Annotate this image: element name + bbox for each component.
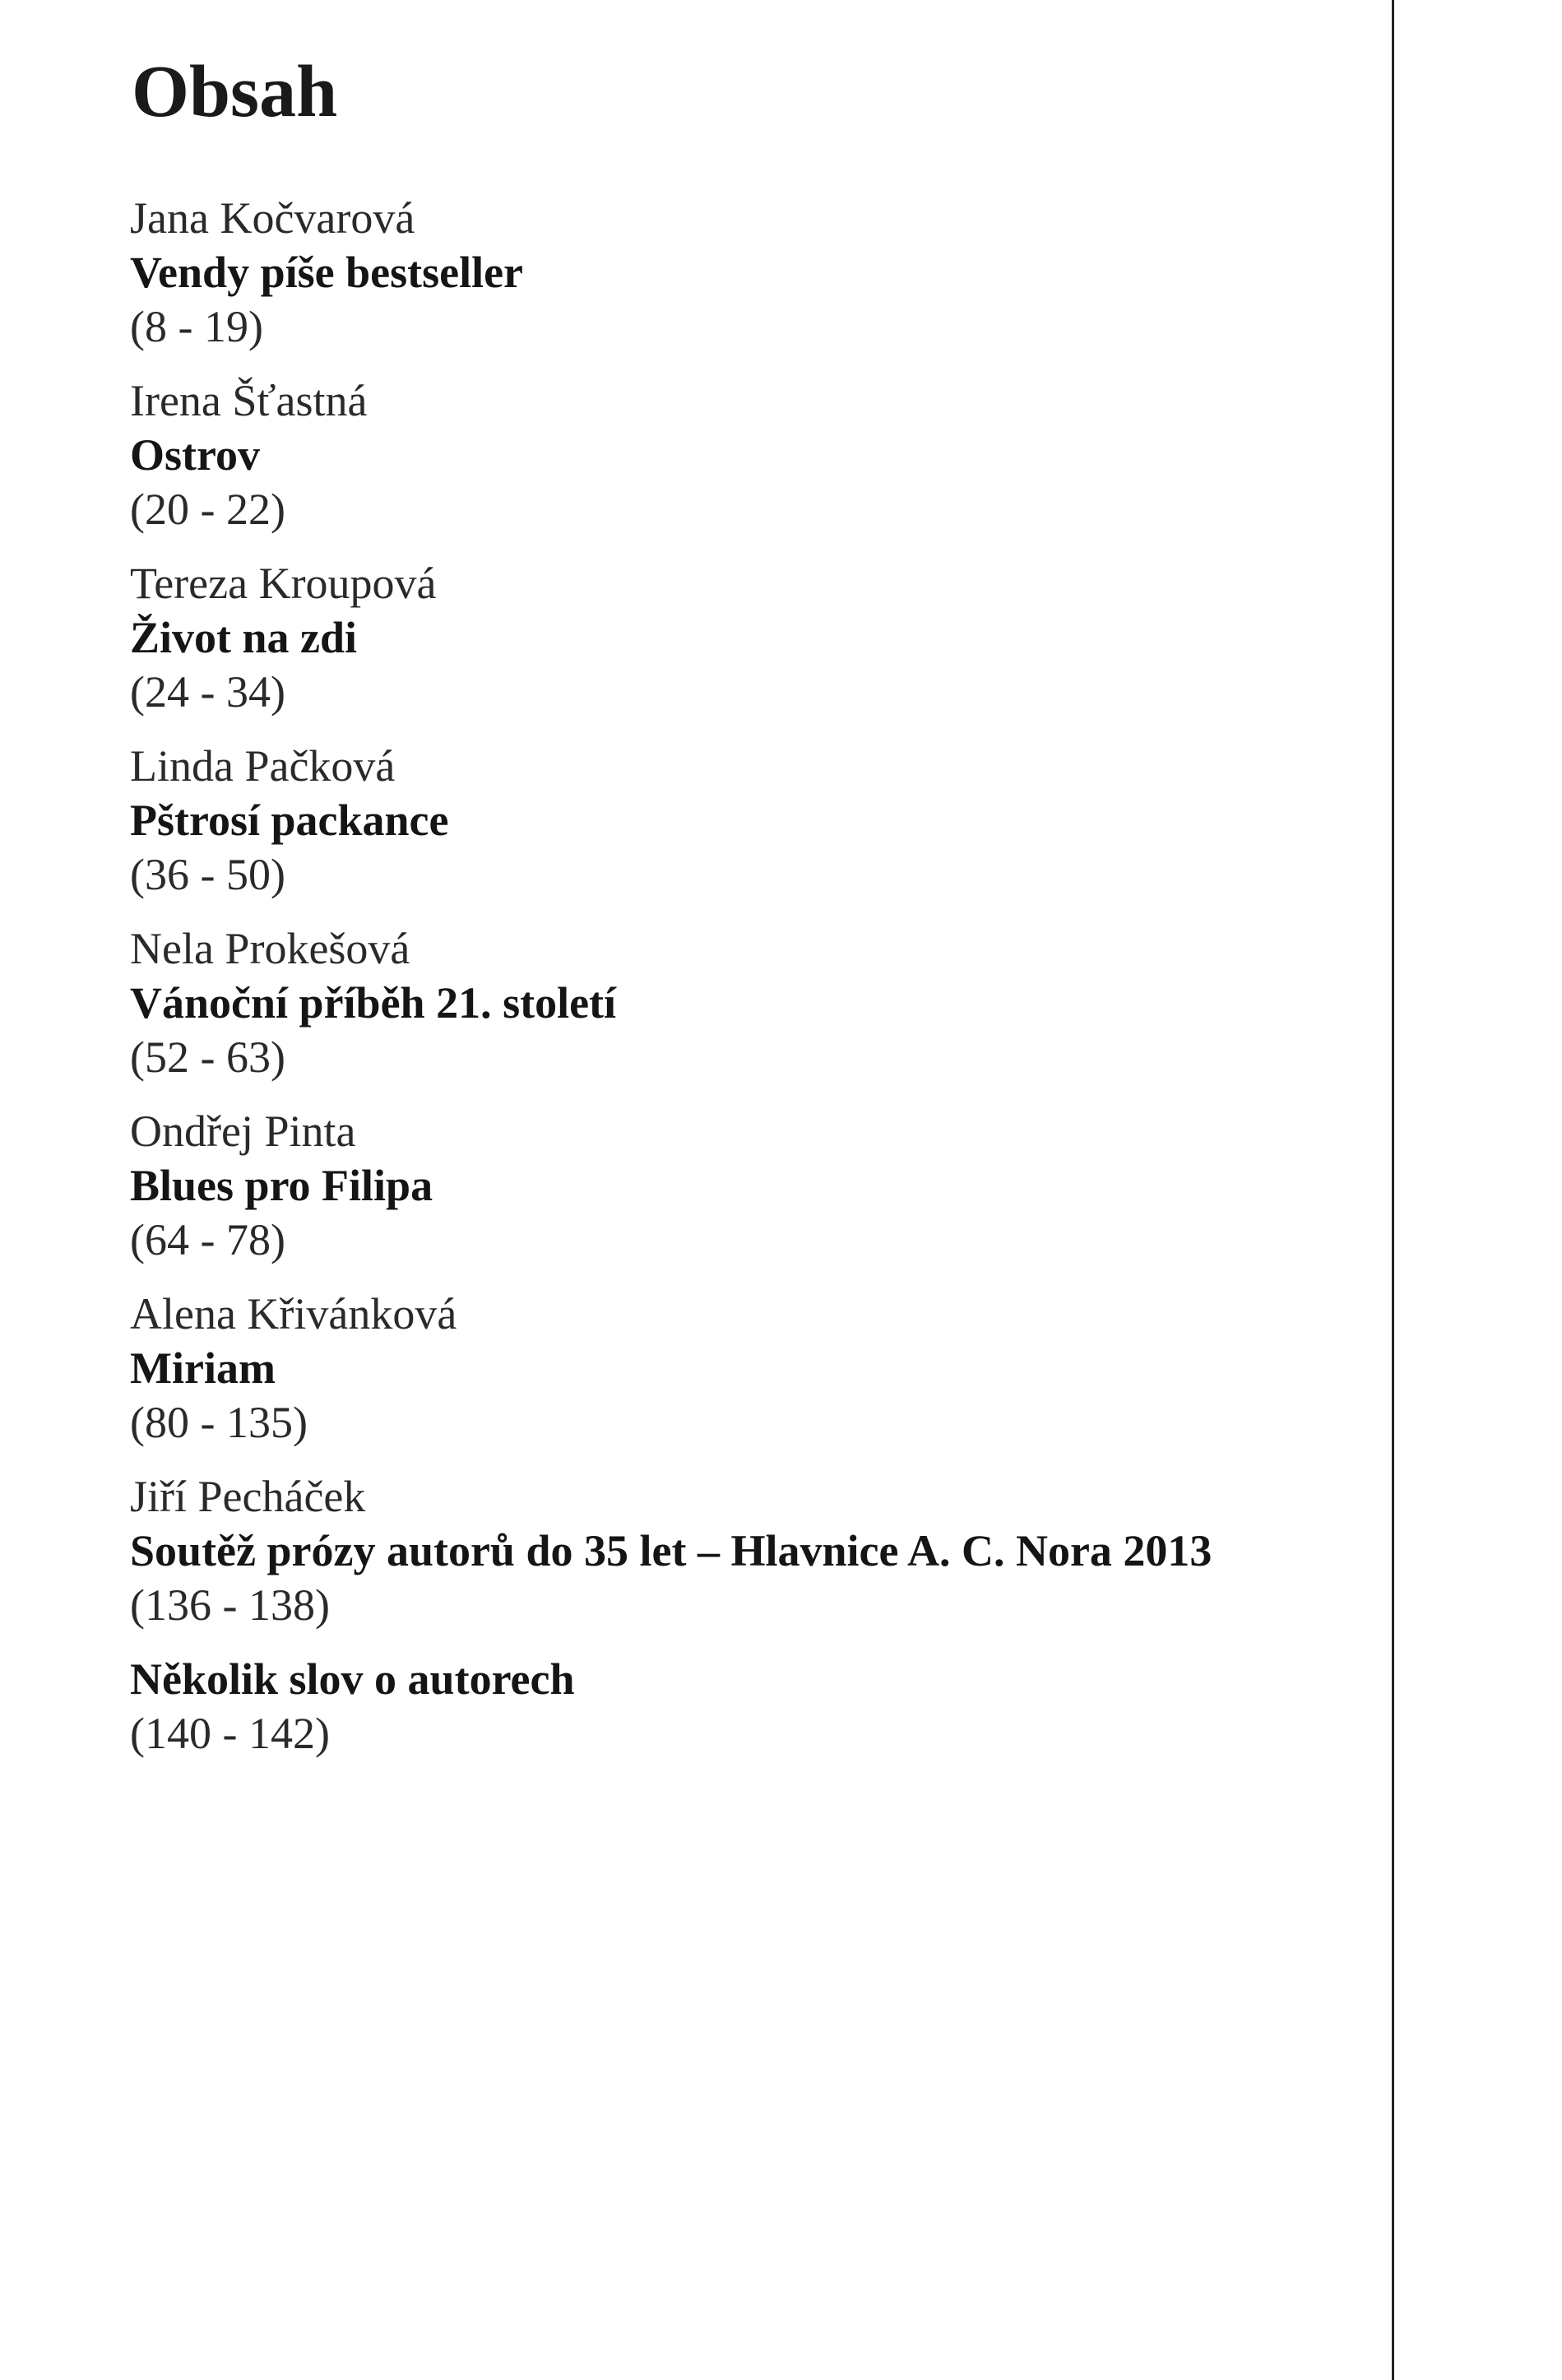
entry-title: Několik slov o autorech <box>130 1654 575 1704</box>
toc-entry <box>130 1469 1364 1632</box>
entry-page-range: (140 - 142) <box>130 1709 330 1758</box>
entry-title: Miriam <box>130 1343 276 1393</box>
entry-title: Soutěž prózy autorů do 35 let – Hlavnice A. C. Nora 2013 <box>130 1526 1212 1575</box>
toc-entry <box>130 1287 1364 1450</box>
entry-page-range: (36 - 50) <box>130 850 285 899</box>
toc-entry <box>130 191 1364 354</box>
entry-title: Pštrosí packance <box>130 796 449 845</box>
table-of-contents <box>130 191 1364 1780</box>
entry-author: Ondřej Pinta <box>130 1106 356 1156</box>
entry-page-range: (64 - 78) <box>130 1215 285 1264</box>
toc-entry <box>130 1652 1364 1761</box>
entry-page-range: (136 - 138) <box>130 1580 330 1630</box>
toc-entry <box>130 739 1364 902</box>
entry-title: Ostrov <box>130 430 260 480</box>
entry-author: Irena Šťastná <box>130 376 368 425</box>
entry-title: Vánoční příběh 21. století <box>130 978 617 1028</box>
entry-page-range: (52 - 63) <box>130 1032 285 1082</box>
toc-entry <box>130 373 1364 536</box>
entry-title: Blues pro Filipa <box>130 1161 433 1210</box>
entry-page-range: (20 - 22) <box>130 485 285 534</box>
page-edge-rule <box>1392 0 1394 2380</box>
toc-entry <box>130 1104 1364 1267</box>
entry-title: Život na zdi <box>130 613 358 662</box>
entry-author: Linda Pačková <box>130 741 396 791</box>
entry-author: Jana Kočvarová <box>130 193 415 243</box>
page-title: Obsah <box>132 51 338 132</box>
entry-title: Vendy píše bestseller <box>130 248 524 297</box>
entry-page-range: (24 - 34) <box>130 667 285 717</box>
entry-author: Jiří Pecháček <box>130 1472 366 1521</box>
toc-entry <box>130 556 1364 719</box>
entry-author: Alena Křivánková <box>130 1289 457 1338</box>
entry-author: Nela Prokešová <box>130 924 410 973</box>
entry-page-range: (80 - 135) <box>130 1398 308 1447</box>
entry-author: Tereza Kroupová <box>130 559 437 608</box>
entry-page-range: (8 - 19) <box>130 302 263 351</box>
toc-entry <box>130 921 1364 1084</box>
